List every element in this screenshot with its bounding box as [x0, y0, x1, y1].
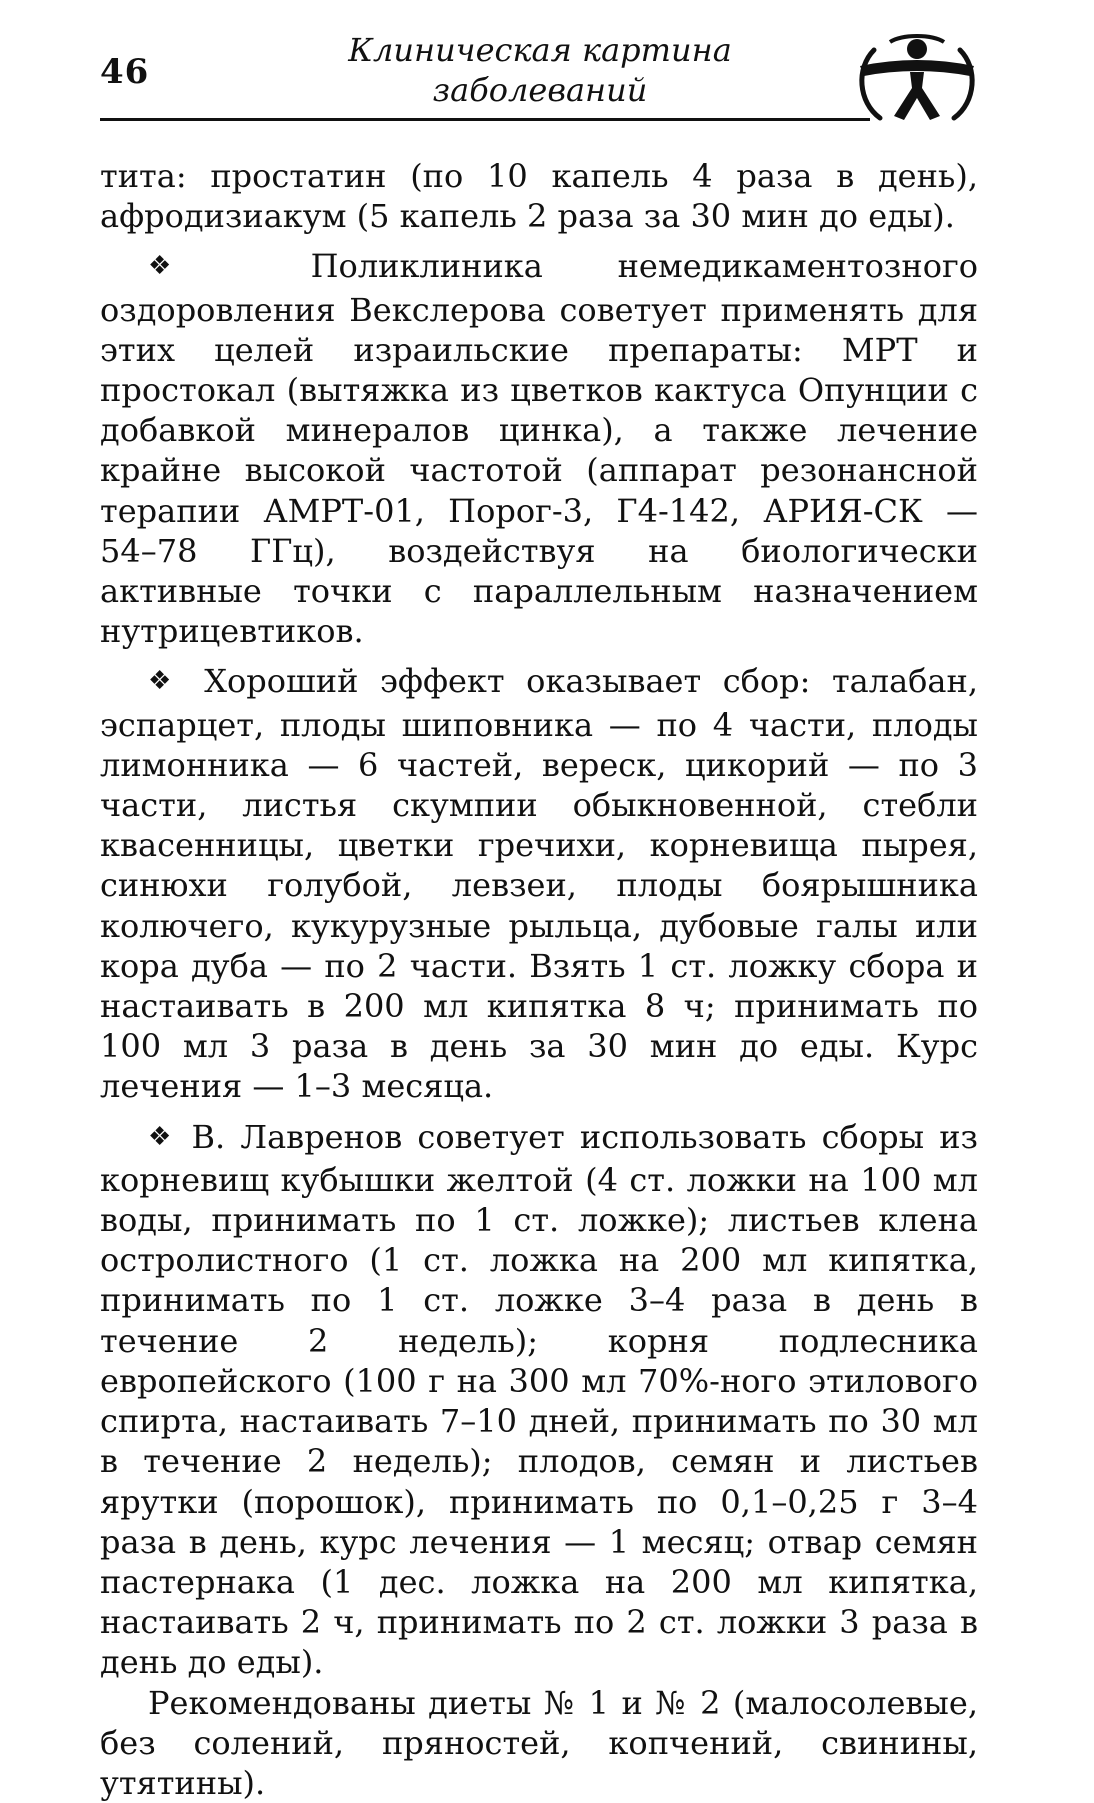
bullet-icon: ❖	[148, 251, 236, 282]
paragraph-2-text: Поликлиника немедикаментозного оздоровления Векслерова советует применять для этих целей израильские препараты: МРТ и простокал (вытяжка из цветков кактуса Опунции с добавкой минералов цинка), а также лечение крайне высокой частотой (аппарат резонансной терапии АМРТ-01, Порог-3, Г4-142, АРИЯ-СК — 54–78 ГГц), воздействуя на биологически активные точки с параллельным назначением нутрицевтиков.	[100, 247, 979, 651]
running-title-line-2: заболеваний	[432, 71, 648, 109]
header-rule	[100, 118, 870, 121]
bullet-icon: ❖	[148, 1121, 177, 1152]
paragraph-1-text: тита: простатин (по 10 капель 4 раза в день), афродизиакум (5 капель 2 раза за 30 мин до еды).	[100, 157, 978, 236]
paragraph-2	[100, 246, 978, 651]
paragraph-3-text: Хороший эффект оказывает сбор: талабан, эспарцет, плоды шиповника — по 4 части, плоды лимонника — 6 частей, вереск, цикорий — по 3 части, листья скумпии обыкновенной, стебли квасенницы, цветки гречихи, корневища пырея, синюхи голубой, левзеи, плоды боярышника колючего, кукурузные рыльца, дубовые галы или кора дуба — по 2 части. Взять 1 ст. ложку сбора и настаивать в 200 мл кипятка 8 ч; принимать по 100 мл 3 раза в день за 30 мин до еды. Курс лечения — 1–3 месяца.	[100, 662, 979, 1106]
running-title	[300, 30, 780, 110]
paragraph-1	[100, 156, 978, 236]
bullet-icon: ❖	[148, 666, 183, 697]
running-title-line-1: Клиническая картина	[348, 31, 732, 69]
human-figure-emblem-icon	[850, 32, 984, 124]
paragraph-5	[100, 1683, 978, 1803]
paragraph-4	[100, 1117, 978, 1683]
body-text	[100, 156, 978, 1803]
paragraph-5-text: Рекомендованы диеты № 1 и № 2 (малосолевые, без солений, пряностей, копчений, свинины, утятины).	[100, 1683, 978, 1802]
page-number: 46	[100, 52, 150, 92]
paragraph-3	[100, 661, 978, 1106]
page-header	[0, 0, 1094, 130]
paragraph-4-text: В. Лавренов советует использовать сборы из корневищ кубышки желтой (4 ст. ложки на 100 мл воды, принимать по 1 ст. ложке); листьев клена остролистного (1 ст. ложка на 200 мл кипятка, принимать по 1 ст. ложке 3–4 раза в день в течение 2 недель); корня подлесника европейского (100 г на 300 мл 70%-ного этилового спирта, настаивать 7–10 дней, принимать по 30 мл в течение 2 недель); плодов, семян и листьев ярутки (порошок), принимать по 0,1–0,25 г 3–4 раза в день, курс лечения — 1 месяц; отвар семян пастернака (1 дес. ложка на 200 мл кипятка, настаивать 2 ч, принимать по 2 ст. ложки 3 раза в день до еды).	[100, 1117, 978, 1682]
